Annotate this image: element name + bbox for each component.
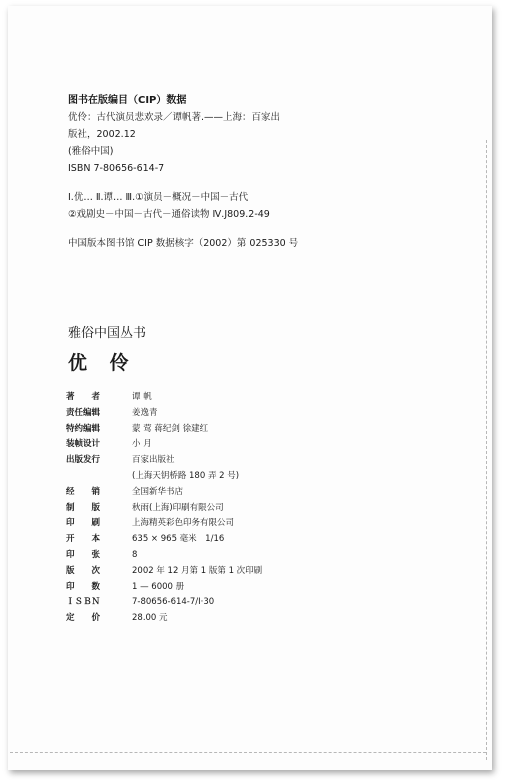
credit-value: 姜逸青 bbox=[132, 407, 158, 418]
cip-catalog-note: 中国版本图书馆 CIP 数据核字（2002）第 025330 号 bbox=[68, 238, 299, 249]
credit-label: 著 者 bbox=[66, 392, 101, 402]
credit-value: 28.00 元 bbox=[132, 613, 168, 624]
credit-value: 635 × 965 毫米 1/16 bbox=[132, 534, 225, 545]
credit-row bbox=[66, 406, 466, 422]
credit-row bbox=[66, 501, 466, 517]
credit-value: 谭 帆 bbox=[132, 392, 152, 402]
credit-row bbox=[66, 469, 466, 485]
credit-label: 制 版 bbox=[66, 502, 101, 513]
credit-label: 责任编辑 bbox=[66, 407, 101, 418]
credit-row bbox=[66, 422, 466, 438]
credit-value: 百家出版社 bbox=[132, 455, 175, 466]
credit-row bbox=[66, 564, 466, 580]
cip-subject-line: Ⅰ.优… Ⅱ.谭… Ⅲ.①演员－概况－中国－古代 bbox=[68, 192, 249, 203]
credit-label: 特约编辑 bbox=[66, 423, 101, 434]
credit-value: 8 bbox=[132, 549, 138, 560]
credit-label: 开 本 bbox=[66, 534, 101, 545]
cip-line: (雅俗中国) bbox=[68, 146, 114, 157]
credit-value: 上海精英彩色印务有限公司 bbox=[132, 518, 235, 529]
credit-label: 装帧设计 bbox=[66, 439, 101, 450]
credit-value: 小 月 bbox=[132, 439, 152, 450]
series-name: 雅俗中国丛书 bbox=[68, 326, 147, 341]
credit-row bbox=[66, 437, 466, 453]
cip-subject-line: ②戏剧史－中国－古代－通俗读物 Ⅳ.J809.2-49 bbox=[68, 209, 270, 220]
credit-row bbox=[66, 580, 466, 596]
credit-value: (上海天钥桥路 180 弄 2 号) bbox=[132, 470, 240, 481]
cip-line: 版社，2002.12 bbox=[68, 129, 136, 140]
credit-value: 2002 年 12 月第 1 版第 1 次印刷 bbox=[132, 565, 263, 576]
credit-label: 经 销 bbox=[66, 486, 101, 497]
credit-row bbox=[66, 595, 466, 611]
cip-line: 优伶：古代演员悲欢录／谭帆著.——上海：百家出 bbox=[68, 112, 281, 123]
credit-label: 印 数 bbox=[66, 581, 101, 592]
credit-label: 印 张 bbox=[66, 549, 101, 560]
credit-label: 出版发行 bbox=[66, 455, 101, 466]
credit-value: 蒙 莺 蒋纪剑 徐建红 bbox=[132, 423, 209, 434]
credit-label: 印 刷 bbox=[66, 518, 101, 529]
scan-edge-right bbox=[486, 140, 491, 760]
cip-heading: 图书在版编目（CIP）数据 bbox=[68, 95, 187, 106]
credit-label bbox=[66, 469, 132, 485]
credit-row bbox=[66, 485, 466, 501]
book-title: 优 伶 bbox=[68, 352, 137, 374]
credit-row bbox=[66, 548, 466, 564]
credit-row bbox=[66, 390, 466, 406]
cip-line: ISBN 7-80656-614-7 bbox=[68, 163, 165, 174]
credit-value: 秋雨(上海)印刷有限公司 bbox=[132, 502, 224, 513]
credit-label: 定 价 bbox=[66, 613, 101, 624]
credit-row bbox=[66, 532, 466, 548]
cip-block bbox=[68, 92, 468, 252]
credit-value: 7-80656-614-7/Ⅰ·30 bbox=[132, 597, 215, 608]
credit-value: 全国新华书店 bbox=[132, 486, 184, 497]
credit-row bbox=[66, 611, 466, 627]
credit-row bbox=[66, 453, 466, 469]
credit-value: 1 — 6000 册 bbox=[132, 581, 185, 592]
scan-edge-bottom bbox=[10, 752, 486, 756]
credit-row bbox=[66, 516, 466, 532]
credit-label: ＩＳＢＮ bbox=[66, 597, 101, 608]
credits-table bbox=[66, 390, 466, 627]
credit-label: 版 次 bbox=[66, 565, 101, 576]
